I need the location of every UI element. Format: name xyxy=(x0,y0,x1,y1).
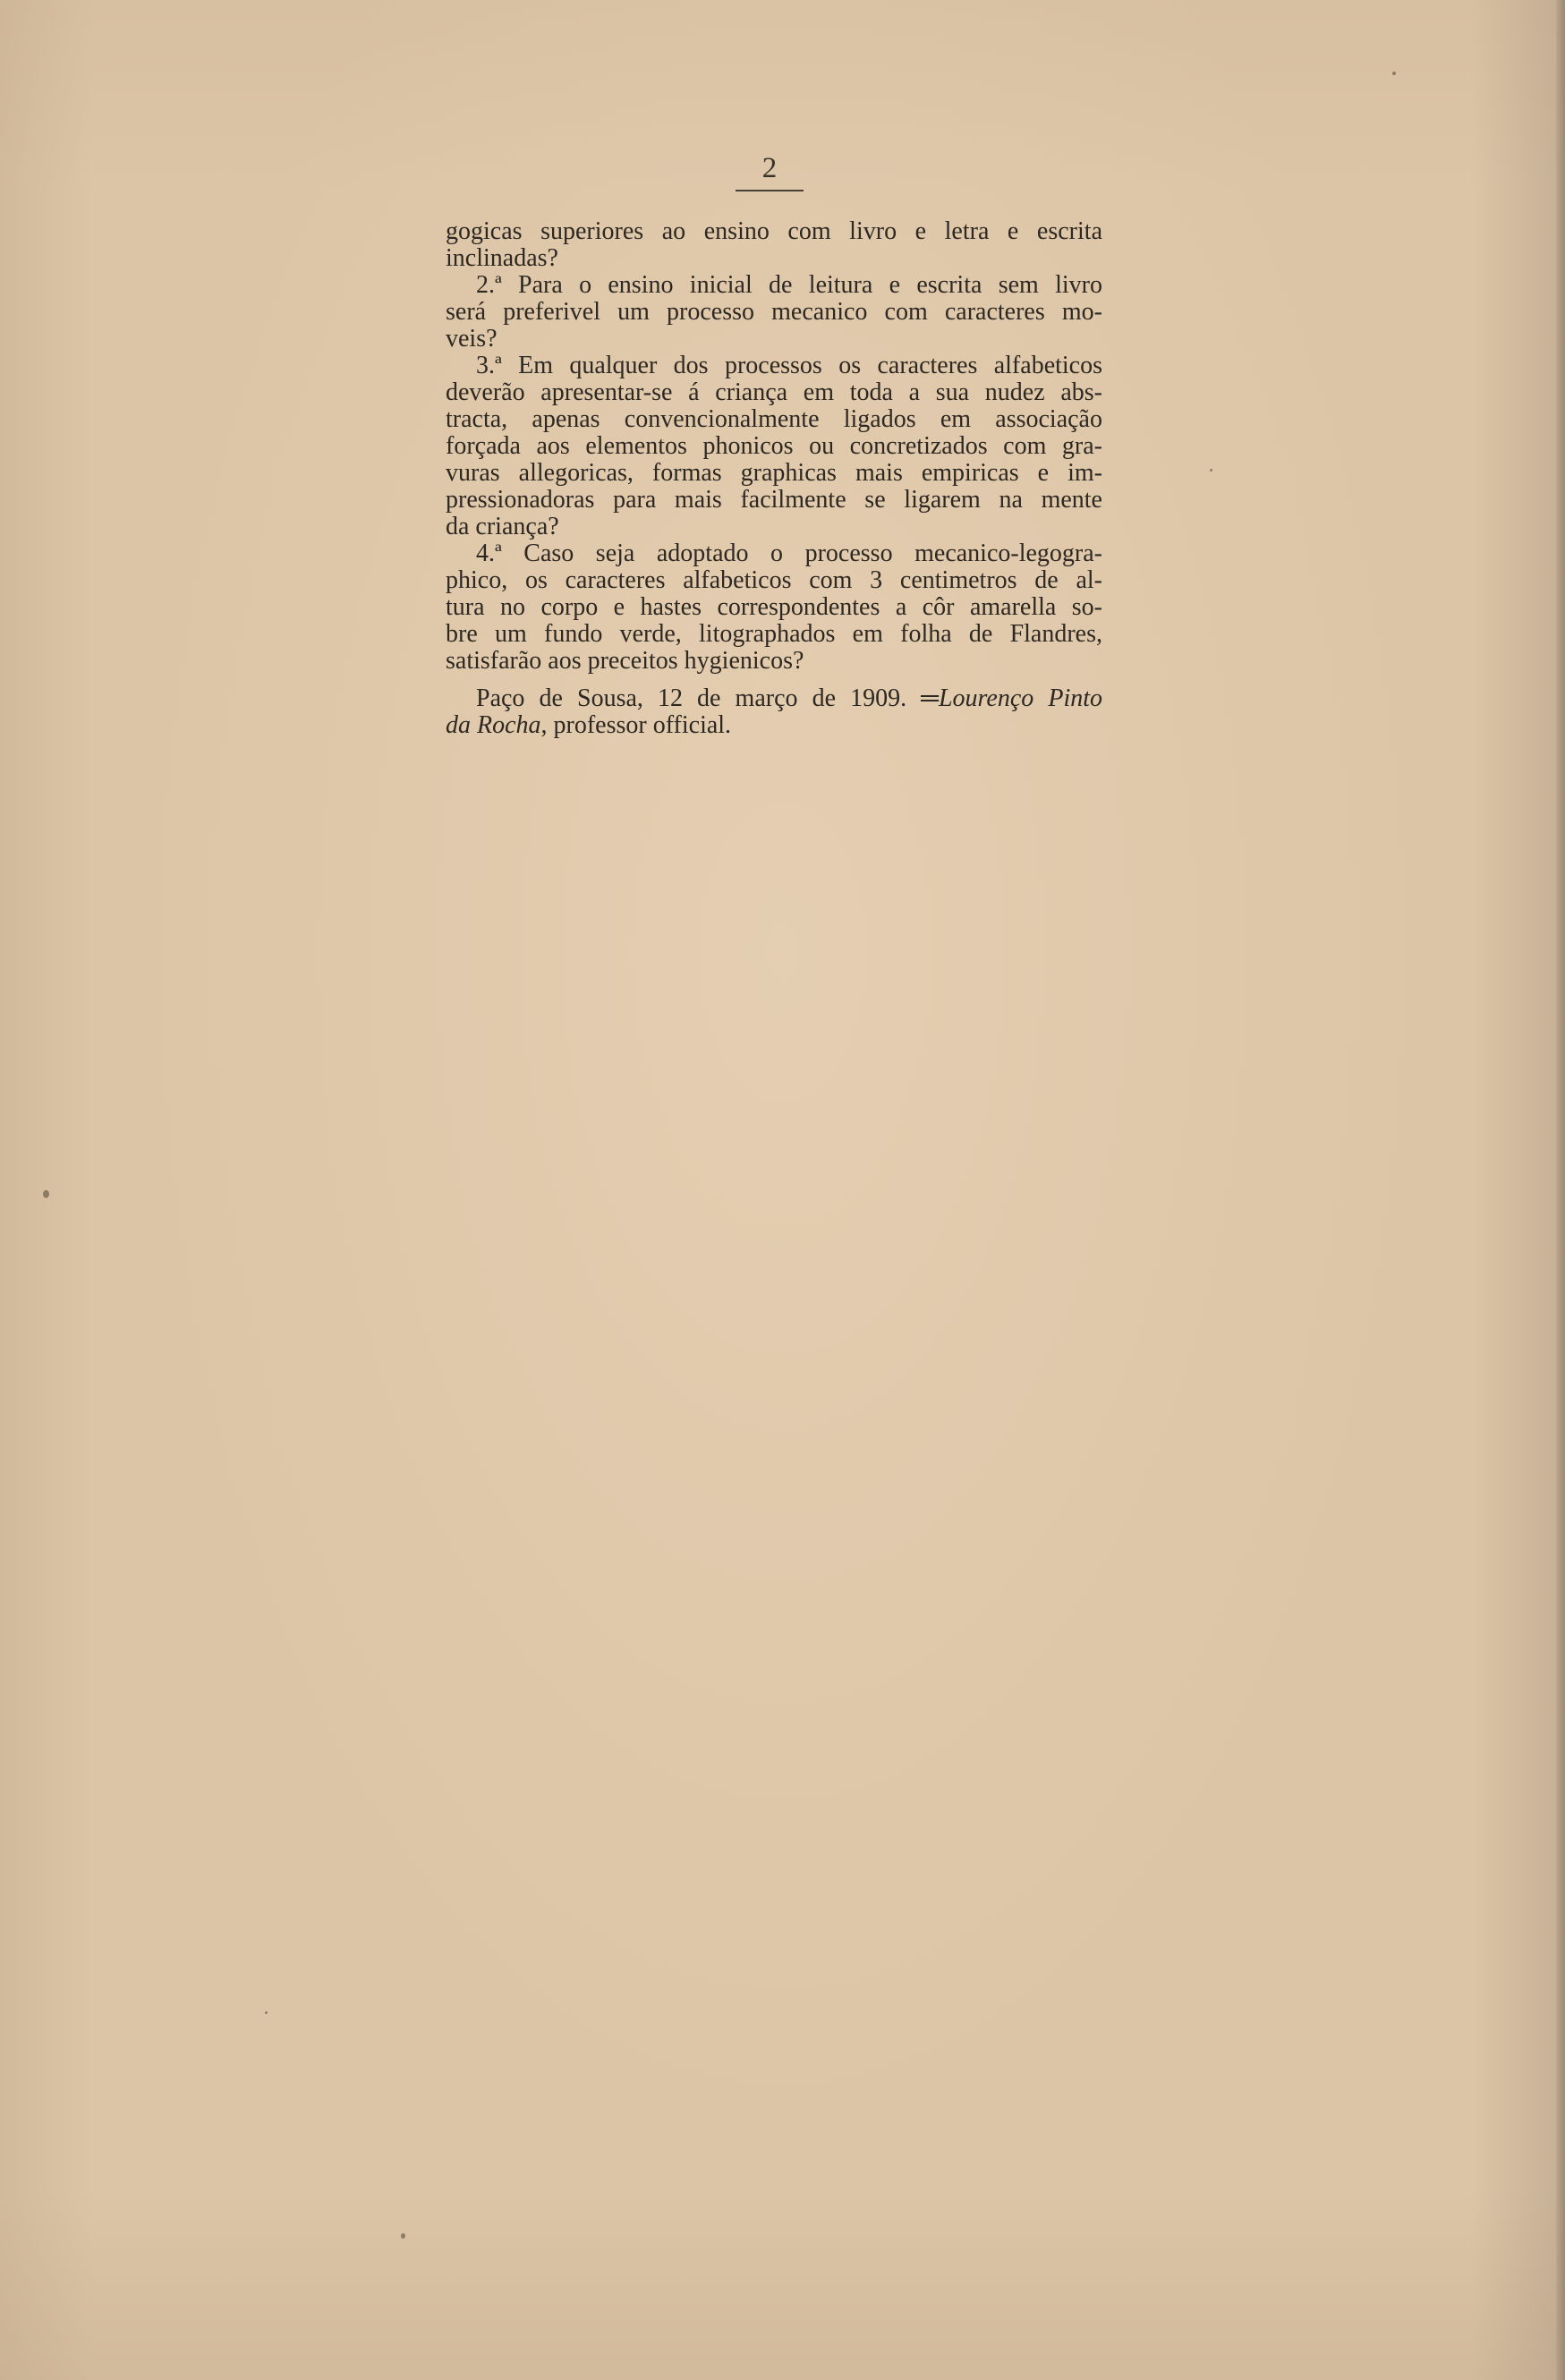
text-line: forçada aos elementos phonicos ou concretizados com gra- xyxy=(446,432,1102,460)
paper-speck xyxy=(401,2233,405,2239)
question-3-line: 3.ª Em qualquer dos processos os caracteres alfabeticos xyxy=(476,352,1102,379)
paper-speck xyxy=(1210,469,1212,472)
question-2-line: 2.ª Para o ensino inicial de leitura e escrita sem livro xyxy=(476,271,1102,299)
text-line: satisfarão aos preceitos hygienicos? xyxy=(446,647,804,675)
text-line: bre um fundo verde, litographados em folha de Flandres, xyxy=(446,620,1102,648)
signature-line xyxy=(446,685,1102,712)
question-4-line: 4.ª Caso seja adoptado o processo mecanico-legogra- xyxy=(476,540,1102,567)
page-number-underline xyxy=(736,190,804,191)
page-number: 2 xyxy=(761,152,778,184)
body-text xyxy=(446,218,1102,739)
paper-speck xyxy=(1392,72,1396,75)
signature-name-first: Lourenço Pinto xyxy=(938,684,1103,712)
signature-name-last: da Rocha xyxy=(446,711,541,739)
text-line: será preferivel um processo mecanico com caracteres mo- xyxy=(446,298,1102,326)
signature-place-date: Paço de Sousa, 12 de março de 1909. ═ xyxy=(476,684,939,712)
text-line: tracta, apenas convencionalmente ligados em associação xyxy=(446,405,1102,433)
text-line: vuras allegoricas, formas graphicas mais empiricas e im- xyxy=(446,459,1102,487)
signature-role: , professor official. xyxy=(540,711,732,739)
text-line: tura no corpo e hastes correspondentes a côr amarella so- xyxy=(446,593,1102,621)
text-line: gogicas superiores ao ensino com livro e letra e escrita xyxy=(446,217,1102,245)
text-line: phico, os caracteres alfabeticos com 3 centimetros de al- xyxy=(446,566,1102,594)
signature-line-2 xyxy=(446,712,1102,739)
text-line: pressionadoras para mais facilmente se ligarem na mente xyxy=(446,486,1102,514)
text-line: inclinadas? xyxy=(446,244,558,272)
text-line: veis? xyxy=(446,325,498,353)
paper-speck xyxy=(43,1190,49,1198)
page-edge-shadow xyxy=(1556,0,1565,2380)
text-line: da criança? xyxy=(446,513,559,540)
text-line: deverão apresentar-se á criança em toda a sua nudez abs- xyxy=(446,378,1102,406)
paper-speck xyxy=(265,2011,268,2014)
